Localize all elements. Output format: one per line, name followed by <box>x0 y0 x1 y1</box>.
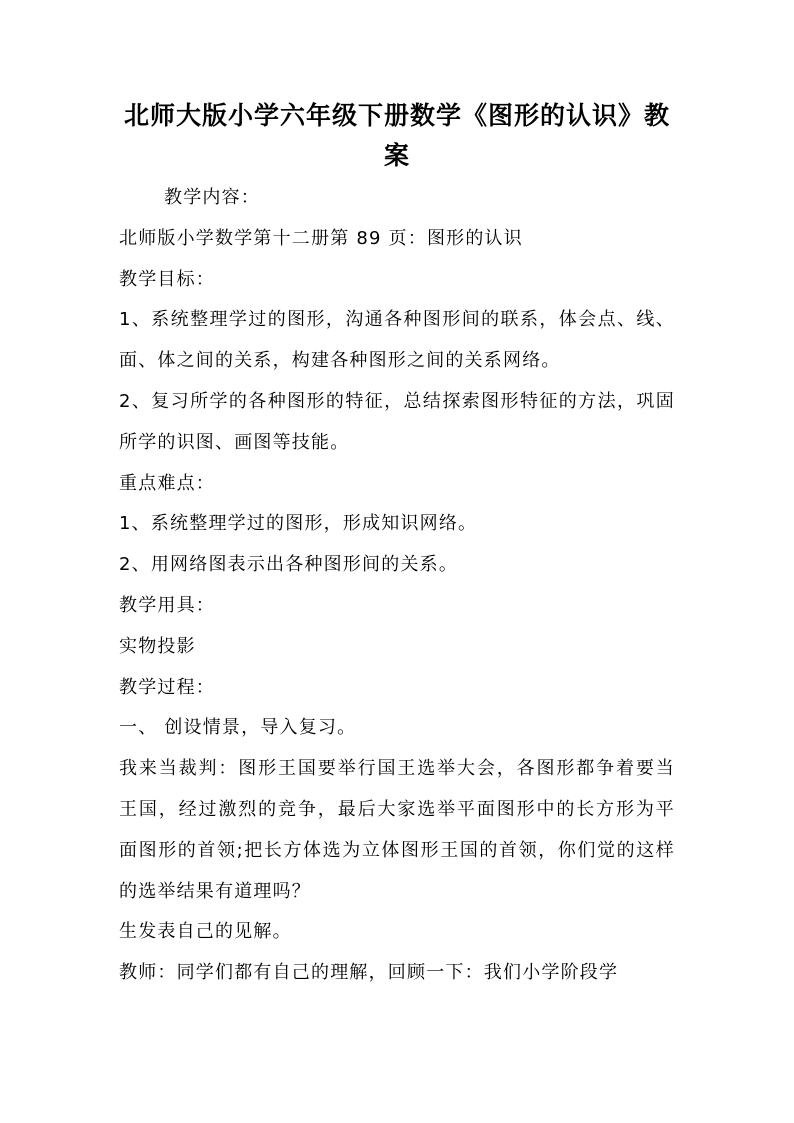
paragraph-tools: 实物投影 <box>119 635 196 657</box>
paragraph-objectives-heading: 教学目标： <box>119 268 215 290</box>
paragraph-student-response: 生发表自己的见解。 <box>119 921 292 943</box>
paragraph-key-point-1: 1、系统整理学过的图形，形成知识网络。 <box>119 513 478 535</box>
paragraph-tools-heading: 教学用具： <box>119 594 215 616</box>
paragraph-process-heading: 教学过程： <box>119 676 215 698</box>
paragraph-teaching-content: 北师版小学数学第十二册第 89 页：图形的认识 <box>119 227 523 249</box>
paragraph-process-step-1: 一、 创设情景，导入复习。 <box>119 717 357 739</box>
paragraph-key-points-heading: 重点难点： <box>119 472 215 494</box>
paragraph-teacher-review: 教师：同学们都有自己的理解，回顾一下：我们小学阶段学 <box>119 962 619 984</box>
paragraph-objective-1: 1、系统整理学过的图形，沟通各种图形间的联系，体会点、线、面、体之间的关系，构建各种图形之间的关系网络。 <box>119 309 675 372</box>
paragraph-teaching-content-heading: 教学内容： <box>164 187 260 208</box>
document-title: 北师大版小学六年级下册数学《图形的认识》教案 <box>123 101 670 170</box>
paragraph-key-point-2: 2、用网络图表示出各种图形间的关系。 <box>119 554 459 576</box>
paragraph-referee-scenario: 我来当裁判：图形王国要举行国王选举大会，各图形都争着要当王国，经过激烈的竞争，最后大家选举平面图形中的长方形为平面图形的首领;把长方体选为立体图形王国的首领，你们觉的这样的选举结果有道理吗？ <box>119 758 675 902</box>
document-body <box>119 178 675 994</box>
paragraph-objective-2: 2、复习所学的各种图形的特征，总结探索图形特征的方法，巩固所学的识图、画图等技能。 <box>119 390 675 453</box>
